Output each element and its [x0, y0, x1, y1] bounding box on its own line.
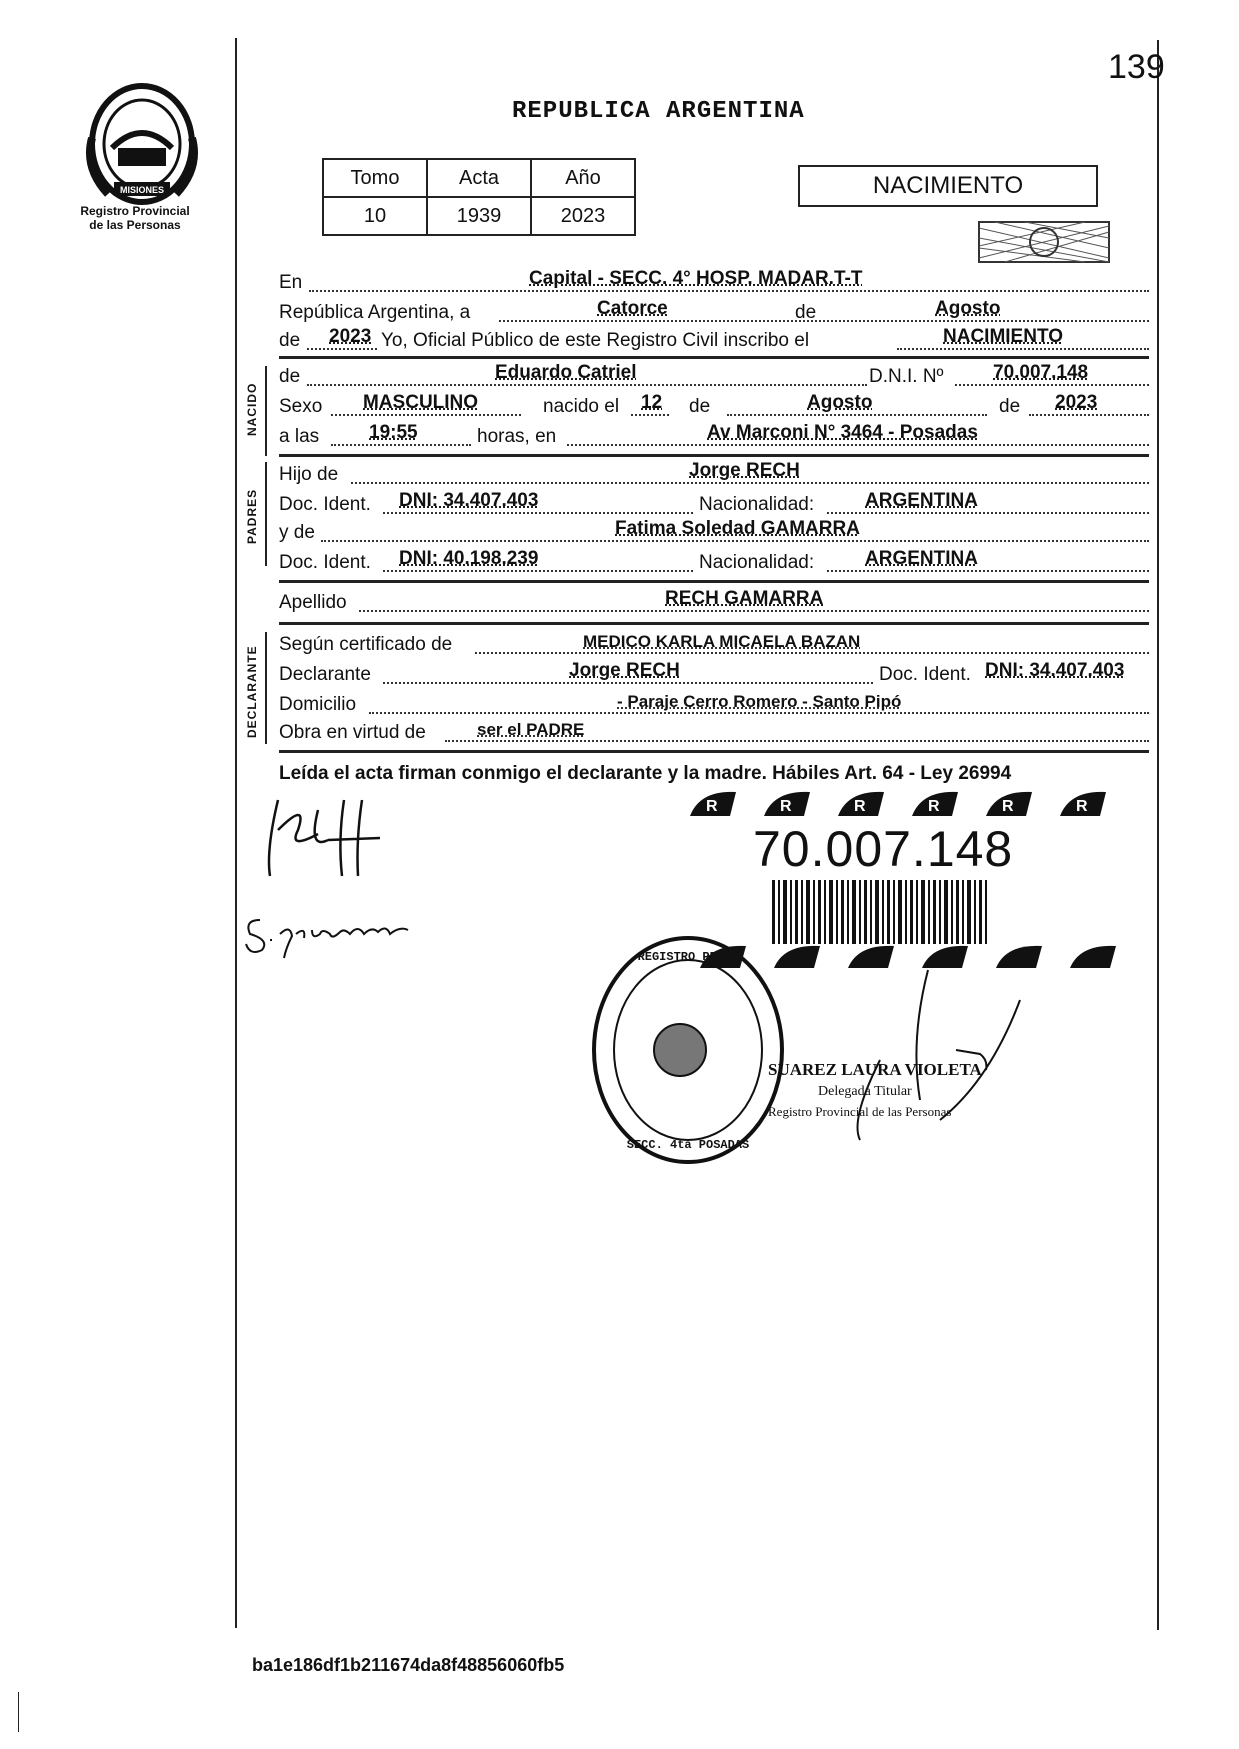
record-type-box: NACIMIENTO	[798, 165, 1098, 207]
value-mother-nationality: ARGENTINA	[865, 548, 978, 569]
row-en	[279, 268, 1149, 298]
official-name: SUAREZ LAURA VIOLETA	[768, 1060, 982, 1079]
value-father-name: Jorge RECH	[689, 460, 800, 481]
label-domicilio: Domicilio	[279, 694, 357, 715]
value-inscribo: NACIMIENTO	[943, 326, 1063, 347]
label-republica: República Argentina, a	[279, 302, 471, 323]
document-title: REPUBLICA ARGENTINA	[512, 98, 805, 125]
svg-text:R: R	[706, 798, 718, 815]
table-value-acta: 1939	[427, 197, 531, 235]
value-mother-name: Fatima Soledad GAMARRA	[615, 518, 860, 539]
label-de: de	[795, 302, 817, 323]
svg-text:MISIONES: MISIONES	[119, 185, 165, 195]
value-obra: ser el PADRE	[477, 720, 585, 739]
logo-caption	[60, 204, 210, 232]
row-apellido	[279, 588, 1149, 618]
side-bar	[265, 462, 267, 566]
value-birth-month: Agosto	[807, 392, 873, 413]
svg-text:R: R	[780, 798, 792, 815]
divider	[279, 580, 1149, 583]
value-time: 19:55	[369, 422, 418, 443]
province-seal-logo	[78, 78, 206, 211]
label-de: de	[999, 396, 1021, 417]
svg-text:R: R	[854, 798, 866, 815]
row-father-doc	[279, 490, 1149, 520]
side-label-nacido: NACIDO	[245, 382, 259, 436]
svg-text:R: R	[1076, 798, 1088, 815]
row-mother-doc	[279, 548, 1149, 578]
label-dni: D.N.I. Nº	[869, 366, 944, 387]
label-declarante: Declarante	[279, 664, 371, 685]
value-father-doc: DNI: 34.407.403	[399, 490, 539, 511]
value-father-nationality: ARGENTINA	[865, 490, 978, 511]
row-domicilio	[279, 690, 1149, 720]
side-bar	[265, 632, 267, 744]
value-birth-day: 12	[641, 392, 663, 413]
right-margin-line	[1157, 40, 1159, 1630]
row-segun	[279, 630, 1149, 660]
official-round-seal	[588, 930, 788, 1175]
label-de: de	[279, 330, 301, 351]
barcode	[770, 880, 990, 944]
signature-declarante	[258, 790, 388, 885]
value-declarante-doc: DNI: 34.407.403	[985, 660, 1125, 681]
value-sexo: MASCULINO	[363, 392, 479, 413]
row-father	[279, 460, 1149, 490]
table-header-anio: Año	[531, 159, 635, 197]
logo-caption-line2: de las Personas	[89, 218, 181, 232]
value-year: 2023	[329, 326, 372, 347]
label-nacido-el: nacido el	[543, 396, 620, 417]
left-margin-line	[235, 38, 237, 1628]
label-doc-ident: Doc. Ident.	[279, 552, 371, 573]
official-title: Delegada Titular	[818, 1084, 912, 1099]
table-header-tomo: Tomo	[323, 159, 427, 197]
label-doc-ident: Doc. Ident.	[879, 664, 971, 685]
label-de: de	[279, 366, 301, 387]
table-header-acta: Acta	[427, 159, 531, 197]
row-name	[279, 362, 1149, 392]
row-yo	[279, 326, 1149, 356]
row-republica	[279, 298, 1149, 328]
official-org: Registro Provincial de las Personas	[768, 1104, 952, 1119]
document-hash: ba1e186df1b211674da8f48856060fb5	[252, 1655, 565, 1675]
value-child-dni: 70.007.148	[993, 362, 1089, 383]
label-nacionalidad: Nacionalidad:	[699, 552, 815, 573]
value-apellido: RECH GAMARRA	[665, 588, 824, 609]
value-child-name: Eduardo Catriel	[495, 362, 637, 383]
divider	[279, 356, 1149, 359]
side-label-padres: PADRES	[245, 488, 259, 544]
svg-text:R: R	[1002, 798, 1014, 815]
divider	[279, 454, 1149, 457]
row-obra	[279, 718, 1149, 748]
page-number: 139	[1108, 48, 1165, 86]
label-apellido: Apellido	[279, 592, 347, 613]
svg-text:R: R	[928, 798, 940, 815]
row-time	[279, 422, 1149, 452]
svg-text:REGISTRO PROV.: REGISTRO PROV.	[637, 950, 739, 964]
divider	[279, 622, 1149, 625]
closing-statement: Leída el acta firman conmigo el declarante y la madre. Hábiles Art. 64 - Ley 26994	[279, 763, 1012, 784]
table-value-tomo: 10	[323, 197, 427, 235]
label-doc-ident: Doc. Ident.	[279, 494, 371, 515]
security-stamp	[975, 218, 1113, 266]
row-mother	[279, 518, 1149, 548]
signature-madre	[240, 900, 430, 965]
big-dni-number: 70.007.148	[753, 821, 1014, 877]
value-certificate: MEDICO KARLA MICAELA BAZAN	[583, 632, 861, 651]
label-horas: horas, en	[477, 426, 557, 447]
value-birth-place: Av Marconi N° 3464 - Posadas	[707, 422, 978, 443]
divider	[279, 750, 1149, 753]
corner-mark	[18, 1692, 19, 1732]
label-y-de: y de	[279, 522, 315, 543]
label-segun: Según certificado de	[279, 634, 453, 655]
label-sexo: Sexo	[279, 396, 323, 417]
row-declarante	[279, 660, 1149, 690]
label-de: de	[689, 396, 711, 417]
label-yo: Yo, Oficial Público de este Registro Civil inscribo el	[381, 330, 810, 351]
value-place-registry: Capital - SECC. 4° HOSP. MADAR.T-T	[529, 268, 863, 289]
value-birth-year: 2023	[1055, 392, 1098, 413]
table-value-anio: 2023	[531, 197, 635, 235]
side-label-declarante: DECLARANTE	[245, 645, 259, 738]
label-a-las: a las	[279, 426, 320, 447]
label-hijo: Hijo de	[279, 464, 339, 485]
label-nacionalidad: Nacionalidad:	[699, 494, 815, 515]
svg-text:SECC. 4ta POSADAS: SECC. 4ta POSADAS	[626, 1138, 750, 1152]
value-day-words: Catorce	[597, 298, 668, 319]
label-en: En	[279, 272, 303, 293]
value-domicilio: - Paraje Cerro Romero - Santo Pipó	[617, 692, 902, 711]
label-obra: Obra en virtud de	[279, 722, 426, 743]
value-month: Agosto	[935, 298, 1001, 319]
logo-caption-line1: Registro Provincial	[80, 204, 190, 218]
value-declarante: Jorge RECH	[569, 660, 680, 681]
value-mother-doc: DNI: 40.198.239	[399, 548, 539, 569]
tomo-acta-table	[322, 158, 636, 236]
row-sexo	[279, 392, 1149, 422]
side-bar	[265, 366, 267, 456]
